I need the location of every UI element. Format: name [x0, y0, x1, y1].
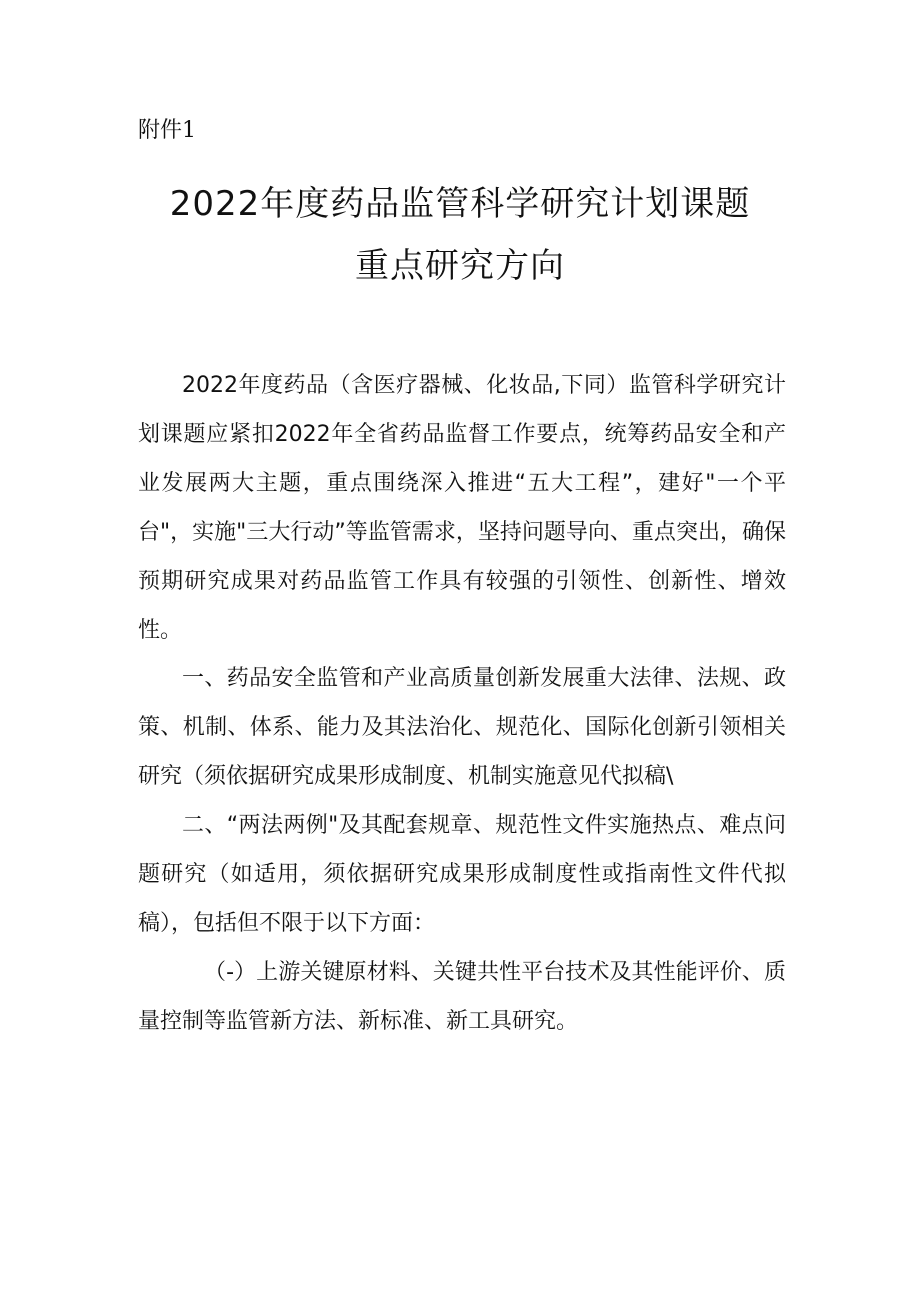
document-title-line-1: 2022年度药品监管科学研究计划课题 — [169, 184, 751, 224]
paragraph-section-1: 一、药品安全监管和产业高质量创新发展重大法律、法规、政策、机制、体系、能力及其法治化、规范化、国际化创新引领相关研究（须依据研究成果形成制度、机制实施意见代拟稿\ — [138, 666, 786, 790]
paragraph-subsection-1: （-）上游关键原材料、关键共性平台技术及其性能评价、质量控制等监管新方法、新标准、新工具研究。 — [138, 959, 786, 1034]
paragraph-intro: 2022年度药品（含医疗器械、化妆品,下同）监管科学研究计划课题应紧扣2022年全省药品监督工作要点，统筹药品安全和产业发展两大主题，重点围绕深入推进“五大工程”，建好"一个平台"，实施"三大行动”等监管需求，坚持问题导向、重点突出，确保预期研究成果对药品监管工作具有较强的引领性、创新性、增效性。 — [138, 373, 786, 643]
document-title-line-2: 重点研究方向 — [355, 246, 565, 286]
document-body — [138, 362, 786, 1047]
paragraph-section-2: 二、“两法两例"及其配套规章、规范性文件实施热点、难点问题研究（如适用，须依据研究成果形成制度性或指南性文件代拟稿），包括但不限于以下方面： — [138, 813, 786, 936]
attachment-label: 附件1 — [138, 118, 196, 143]
